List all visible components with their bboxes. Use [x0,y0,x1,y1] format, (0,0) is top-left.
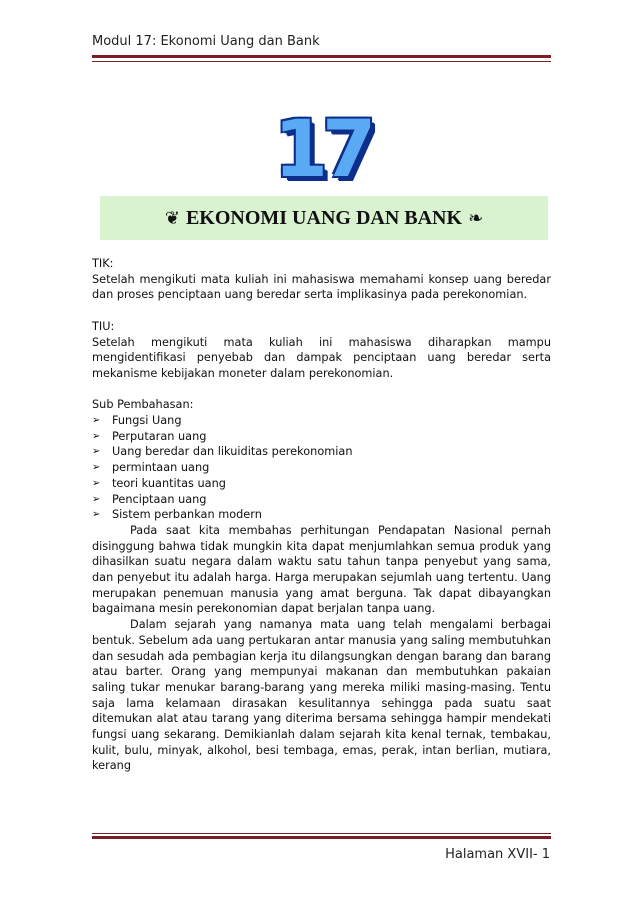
tik-label: TIK: [92,257,114,270]
list-item: ➢ Fungsi Uang [92,414,182,427]
list-item: ➢ permintaan uang [92,461,210,475]
footer-rule [92,836,551,839]
chapter-number: 17 [273,105,371,195]
footer-rule-thin [92,833,551,834]
sub-label: Sub Pembahasan: [92,398,194,412]
tik-text: Setelah mengikuti mata kuliah ini mahasiswa memahami konsep uang beredar dan proses penciptaan uang beredar serta implikasinya pada perekonomian. [92,272,551,302]
paragraph: Dalam sejarah yang namanya mata uang telah mengalami berbagai bentuk. Sebelum ada uang pertukaran antar manusia yang saling membutuhkan dan sesudah ada pembagian kerja itu dilangsungkan dengan barang dan barang atau barter. Orang yang mempunyai makanan dan membutuhkan pakaian saling tukar menukar barang-barang yang mereka miliki masing-masing. Tentu saja lama kelamaan dirasakan kesulitannya sehingga pada suatu saat ditemukan alat atau tarang yang diterima bersama sehingga hampir mendekati fungsi uang sekarang. Demikianlah dalam sejarah kita kenal ternak, tembakau, kulit, bulu, minyak, alkohol, besi tembaga, emas, perak, intan berlian, mutiara, kerang [92,618,551,773]
arrow-bullet-icon: ➢ [92,493,101,505]
list-item: ➢ teori kuantitas uang [92,476,226,490]
tiu-text: Setelah mengikuti mata kuliah ini mahasiswa diharapkan mampu mengidentifikasi penyebab dan dampak penciptaan uang beredar serta mekanisme kebijakan moneter dalam perekonomian. [92,335,551,380]
list-item: ➢ Perputaran uang [92,429,207,443]
ornament-left-icon: ❦ [164,207,180,229]
list-item: ➢ Sistem perbankan modern [92,508,262,522]
arrow-bullet-icon: ➢ [92,509,101,521]
arrow-bullet-icon: ➢ [92,446,101,458]
page-body [92,256,551,774]
list-item: ➢ Penciptaan uang [92,492,207,506]
header-rule-thin [92,61,551,62]
header-rule [92,55,551,58]
arrow-bullet-icon: ➢ [92,415,101,426]
arrow-bullet-icon: ➢ [92,477,101,489]
arrow-bullet-icon: ➢ [92,462,101,474]
chapter-title: EKONOMI UANG DAN BANK [185,206,463,229]
ornament-right-icon: ❧ [468,207,484,229]
chapter-title-band [100,196,548,240]
tiu-label: TIU: [92,319,115,333]
page-number: Halaman XVII- 1 [445,847,550,862]
running-header: Modul 17: Ekonomi Uang dan Bank [92,34,320,49]
paragraph: Pada saat kita membahas perhitungan Pendapatan Nasional pernah disinggung bahwa tidak mungkin kita dapat menjumlahkan semua produk yang dihasilkan suatu negara dalam waktu satu tahun tanpa penyebut yang sama, dan penyebut itu adalah harga. Harga merupakan sejumlah uang tertentu. Uang merupakan penemuan manusia yang amat berguna. Tak dapat dibayangkan bagaimana mesin perekonomian dapat berjalan tanpa uang. [92,523,551,616]
arrow-bullet-icon: ➢ [92,430,101,442]
sub-list [92,413,551,523]
list-item: ➢ Uang beredar dan likuiditas perekonomian [92,445,353,459]
